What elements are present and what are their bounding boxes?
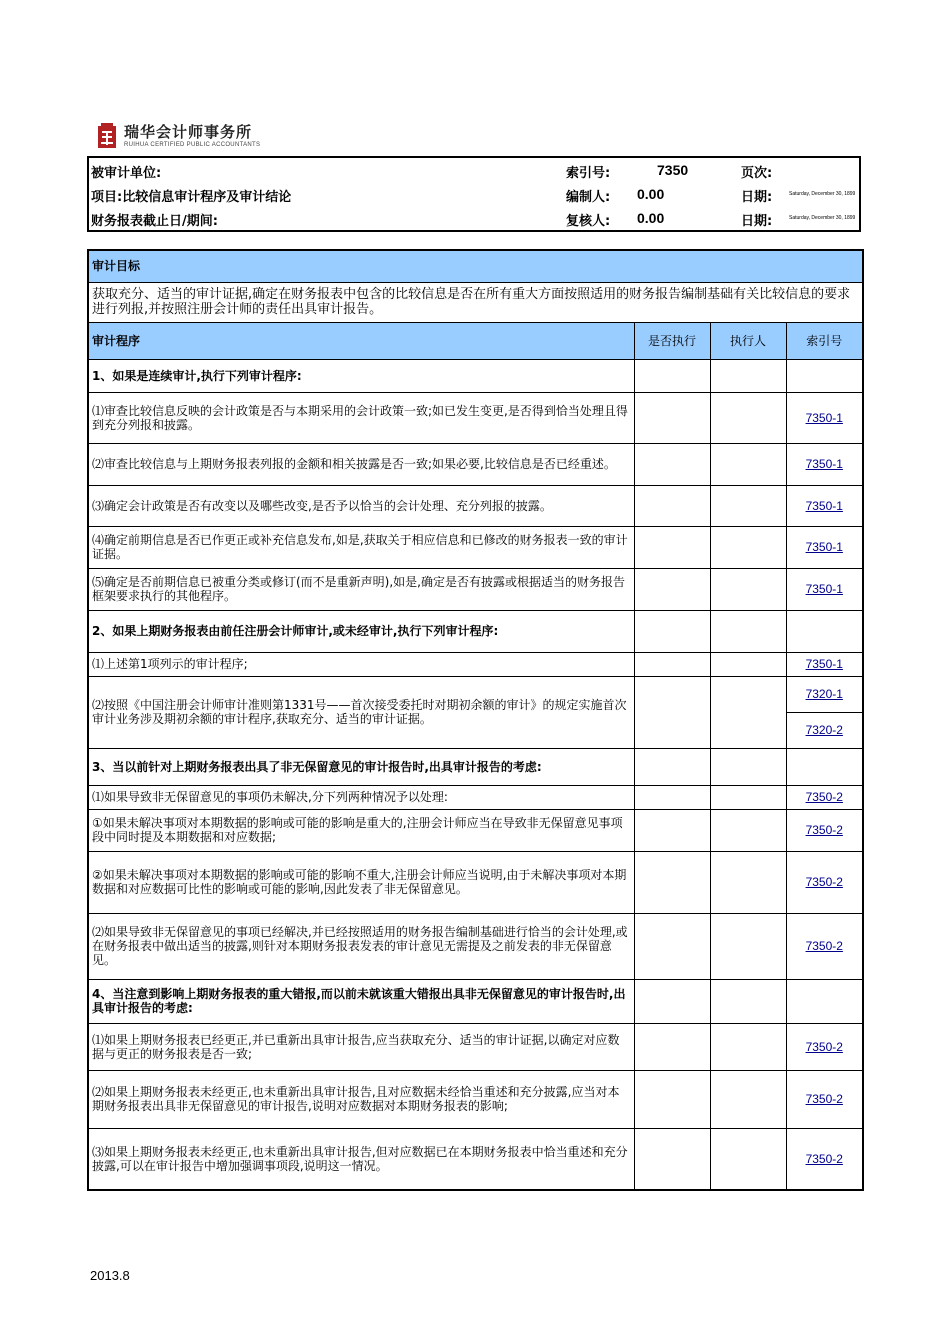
executed-cell[interactable]	[634, 359, 710, 392]
section-heading: 3、当以前针对上期财务报表出具了非无保留意见的审计报告时,出具审计报告的考虑:	[88, 748, 634, 785]
version-footer: 2013.8	[90, 1268, 130, 1283]
procedure-text: ⑶如果上期财务报表未经更正,也未重新出具审计报告,但对应数据已在本期财务报表中恰当重述和充分披露,可以在审计报告中增加强调事项段,说明这一情况。	[88, 1128, 634, 1190]
executor-cell[interactable]	[710, 979, 786, 1023]
procedure-text: ②如果未解决事项对本期数据的影响或可能的影响不重大,注册会计师应当说明,由于未解决事项对本期数据和对应数据可比性的影响或可能的影响,因此发表了非无保留意见。	[88, 851, 634, 913]
executed-cell[interactable]	[634, 443, 710, 485]
column-header-procedure: 审计程序	[88, 322, 634, 359]
table-row	[88, 610, 863, 652]
executor-cell[interactable]	[710, 443, 786, 485]
table-row	[88, 809, 863, 851]
table-row	[88, 568, 863, 610]
column-header-executor: 执行人	[710, 322, 786, 359]
procedure-text: ⑸确定是否前期信息已被重分类或修订(而不是重新声明),如是,确定是否有披露或根据适当的财务报告框架要求执行的其他程序。	[88, 568, 634, 610]
section-heading: 4、当注意到影响上期财务报表的重大错报,而以前未就该重大错报出具非无保留意见的审计报告时,出具审计报告的考虑:	[88, 979, 634, 1023]
table-row	[88, 676, 863, 712]
index-cell[interactable]	[786, 610, 863, 652]
procedure-text: ⑴如果导致非无保留意见的事项仍未解决,分下列两种情况予以处理:	[88, 785, 634, 809]
executed-cell[interactable]	[634, 676, 710, 748]
index-number-value: 7350	[657, 162, 689, 178]
table-row	[88, 526, 863, 568]
index-cell[interactable]	[786, 748, 863, 785]
preparer-label: 编制人:	[566, 190, 611, 205]
procedure-text: ⑶确定会计政策是否有改变以及哪些改变,是否予以恰当的会计处理、充分列报的披露。	[88, 485, 634, 526]
index-link[interactable]: 7350-1	[786, 652, 863, 676]
index-link[interactable]: 7350-1	[786, 568, 863, 610]
executor-cell[interactable]	[710, 1023, 786, 1070]
table-row	[88, 652, 863, 676]
date-value: Saturday, December 30, 1899	[789, 215, 856, 221]
executed-cell[interactable]	[634, 610, 710, 652]
index-link[interactable]: 7350-2	[786, 1023, 863, 1070]
table-row	[88, 485, 863, 526]
firm-name-cn: 瑞华会计师事务所	[124, 122, 253, 141]
preparer-value: 0.00	[637, 186, 665, 202]
procedure-text: ⑵如果导致非无保留意见的事项已经解决,并已经按照适用的财务报告编制基础进行恰当的会计处理,或在财务报表中做出适当的披露,则针对本期财务报表发表的审计意见无需提及之前发表的非无保留意见。	[88, 913, 634, 979]
executor-cell[interactable]	[710, 785, 786, 809]
executed-cell[interactable]	[634, 1070, 710, 1128]
page-label: 页次:	[741, 166, 773, 181]
executed-cell[interactable]	[634, 809, 710, 851]
date-value: Saturday, December 30, 1899	[789, 191, 856, 197]
procedure-text: ⑴审查比较信息反映的会计政策是否与本期采用的会计政策一致;如已发生变更,是否得到恰当处理且得到充分列报和披露。	[88, 392, 634, 443]
reviewer-label: 复核人:	[566, 214, 611, 229]
index-cell[interactable]	[786, 979, 863, 1023]
procedure-text: ①如果未解决事项对本期数据的影响或可能的影响是重大的,注册会计师应当在导致非无保留意见事项段中同时提及本期数据和对应数据;	[88, 809, 634, 851]
procedure-text: ⑵按照《中国注册会计师审计准则第1331号——首次接受委托时对期初余额的审计》的规定实施首次审计业务涉及期初余额的审计程序,获取充分、适当的审计证据。	[88, 676, 634, 748]
date-label: 日期:	[741, 190, 773, 205]
executor-cell[interactable]	[710, 1070, 786, 1128]
executed-cell[interactable]	[634, 1128, 710, 1190]
index-link[interactable]: 7350-2	[786, 913, 863, 979]
executed-cell[interactable]	[634, 392, 710, 443]
executed-cell[interactable]	[634, 485, 710, 526]
header-row-2	[89, 182, 859, 206]
executed-cell[interactable]	[634, 785, 710, 809]
index-link[interactable]: 7350-2	[786, 1128, 863, 1190]
table-row	[88, 851, 863, 913]
executor-cell[interactable]	[710, 851, 786, 913]
objective-text: 获取充分、适当的审计证据,确定在财务报表中包含的比较信息是否在所有重大方面按照适用的财务报告编制基础有关比较信息的要求进行列报,并按照注册会计师的责任出具审计报告。	[88, 282, 863, 322]
index-link[interactable]: 7350-1	[786, 485, 863, 526]
project-label: 项目:比较信息审计程序及审计结论	[91, 190, 292, 205]
table-row	[88, 748, 863, 785]
table-row	[88, 359, 863, 392]
table-row	[88, 443, 863, 485]
index-number-label: 索引号:	[566, 166, 611, 181]
executed-cell[interactable]	[634, 1023, 710, 1070]
executor-cell[interactable]	[710, 1128, 786, 1190]
table-row	[88, 979, 863, 1023]
executed-cell[interactable]	[634, 748, 710, 785]
firm-logo	[96, 120, 260, 152]
index-link[interactable]: 7350-1	[786, 443, 863, 485]
header-block	[87, 156, 861, 232]
firm-seal-icon	[96, 122, 118, 150]
executor-cell[interactable]	[710, 359, 786, 392]
section-heading: 2、如果上期财务报表由前任注册会计师审计,或未经审计,执行下列审计程序:	[88, 610, 634, 652]
executor-cell[interactable]	[710, 485, 786, 526]
period-label: 财务报表截止日/期间:	[91, 214, 218, 229]
executor-cell[interactable]	[710, 610, 786, 652]
executor-cell[interactable]	[710, 392, 786, 443]
audit-procedure-table	[87, 249, 864, 1191]
index-link[interactable]: 7350-1	[786, 392, 863, 443]
table-row	[88, 1023, 863, 1070]
header-row-1	[89, 158, 859, 182]
index-link[interactable]: 7350-2	[786, 1070, 863, 1128]
executed-cell[interactable]	[634, 652, 710, 676]
executor-cell[interactable]	[710, 676, 786, 748]
index-link[interactable]: 7350-1	[786, 526, 863, 568]
table-row	[88, 392, 863, 443]
table-row	[88, 913, 863, 979]
executor-cell[interactable]	[710, 913, 786, 979]
objective-title: 审计目标	[88, 250, 863, 282]
executed-cell[interactable]	[634, 979, 710, 1023]
table-row	[88, 1128, 863, 1190]
executor-cell[interactable]	[710, 568, 786, 610]
reviewer-value: 0.00	[637, 210, 665, 226]
procedure-text: ⑵审查比较信息与上期财务报表列报的金额和相关披露是否一致;如果必要,比较信息是否已经重述。	[88, 443, 634, 485]
index-link[interactable]: 7350-2	[786, 809, 863, 851]
column-header-executed: 是否执行	[634, 322, 710, 359]
executed-cell[interactable]	[634, 568, 710, 610]
index-link[interactable]: 7320-1	[786, 676, 863, 712]
procedure-rows	[88, 359, 863, 1190]
index-link[interactable]: 7320-2	[786, 712, 863, 748]
audited-entity-label: 被审计单位:	[91, 166, 162, 181]
executed-cell[interactable]	[634, 913, 710, 979]
executed-cell[interactable]	[634, 851, 710, 913]
procedure-text: ⑵如果上期财务报表未经更正,也未重新出具审计报告,且对应数据未经恰当重述和充分披露,应当对本期财务报表出具非无保留意见的审计报告,说明对应数据对本期财务报表的影响;	[88, 1070, 634, 1128]
index-link[interactable]: 7350-2	[786, 851, 863, 913]
firm-name-en: RUIHUA CERTIFIED PUBLIC ACCOUNTANTS	[124, 141, 261, 148]
index-cell[interactable]	[786, 359, 863, 392]
column-header-index: 索引号	[786, 322, 863, 359]
table-row	[88, 785, 863, 809]
executor-cell[interactable]	[710, 526, 786, 568]
executor-cell[interactable]	[710, 748, 786, 785]
executor-cell[interactable]	[710, 652, 786, 676]
header-row-3	[89, 206, 859, 230]
executed-cell[interactable]	[634, 526, 710, 568]
procedure-text: ⑴上述第1项列示的审计程序;	[88, 652, 634, 676]
index-link[interactable]: 7350-2	[786, 785, 863, 809]
table-row	[88, 1070, 863, 1128]
procedure-text: ⑴如果上期财务报表已经更正,并已重新出具审计报告,应当获取充分、适当的审计证据,以确定对应数据与更正的财务报表是否一致;	[88, 1023, 634, 1070]
procedure-text: ⑷确定前期信息是否已作更正或补充信息发布,如是,获取关于相应信息和已修改的财务报表一致的审计证据。	[88, 526, 634, 568]
section-heading: 1、如果是连续审计,执行下列审计程序:	[88, 359, 634, 392]
date-label: 日期:	[741, 214, 773, 229]
executor-cell[interactable]	[710, 809, 786, 851]
